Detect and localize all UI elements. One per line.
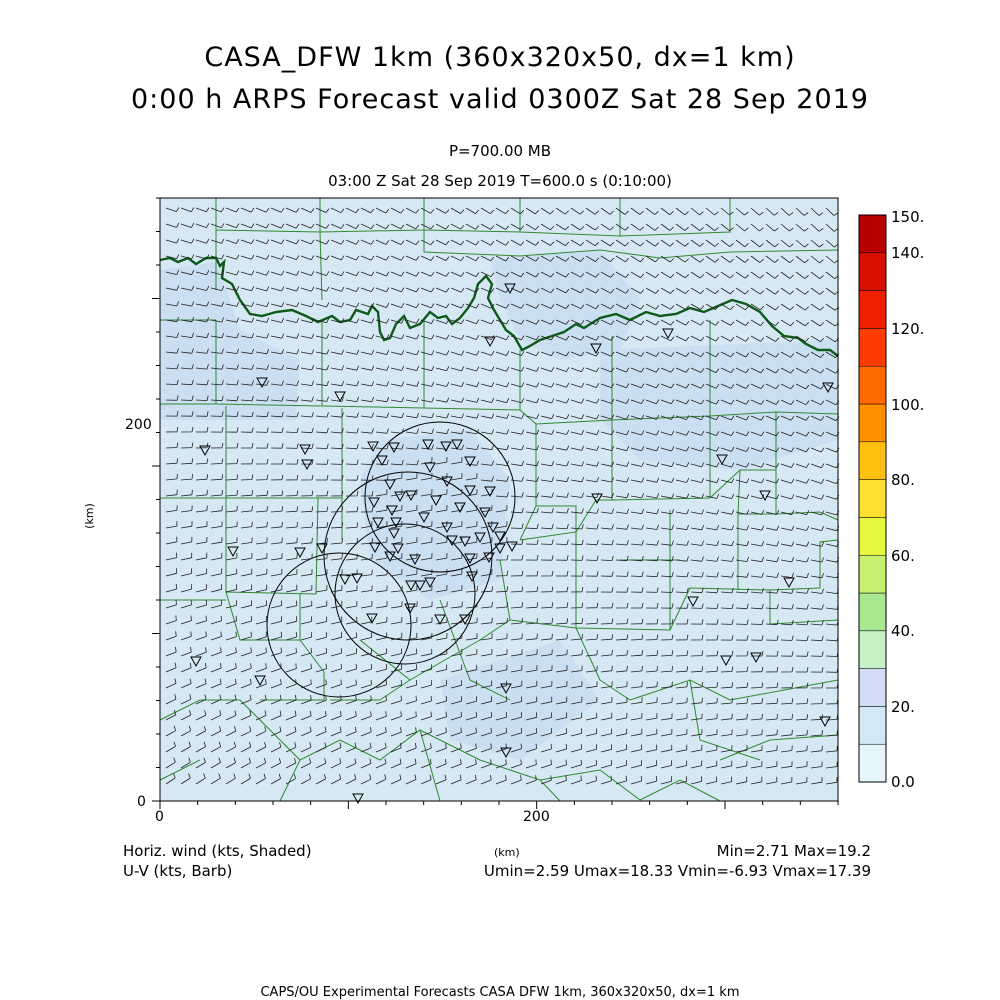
colorbar-segment (859, 480, 886, 518)
x-tick-label-200: 200 (523, 809, 550, 825)
colorbar-segment (859, 593, 886, 631)
colorbar-segment (859, 631, 886, 669)
legend-barb-label: U-V (kts, Barb) (123, 862, 233, 880)
colorbar-segment (859, 253, 886, 291)
colorbar-label: 80. (891, 471, 915, 489)
colorbar-segment (859, 744, 886, 782)
pressure-level-label: P=700.00 MB (448, 142, 552, 160)
footer-text: CAPS/OU Experimental Forecasts CASA DFW 1km, 360x320x50, dx=1 km (260, 985, 740, 1000)
colorbar-label: 100. (891, 396, 925, 414)
colorbar-segment (859, 328, 886, 366)
colorbar-segment (859, 669, 886, 707)
uv-range-label: Umin=2.59 Umax=18.33 Vmin=-6.93 Vmax=17.39 (483, 862, 871, 880)
colorbar-labels (891, 208, 924, 791)
y-axis-label: (km) (83, 503, 96, 529)
colorbar-segment (859, 366, 886, 404)
colorbar-label: 140. (891, 244, 925, 262)
colorbar (859, 215, 886, 782)
y-tick-label-0: 0 (137, 794, 146, 810)
title-line-2: 0:00 h ARPS Forecast valid 0300Z Sat 28 Sep 2019 (131, 84, 869, 115)
colorbar-label: 150. (891, 208, 925, 226)
colorbar-label: 40. (891, 622, 915, 640)
colorbar-segment (859, 291, 886, 329)
x-axis-label: (km) (494, 846, 520, 859)
colorbar-segment (859, 404, 886, 442)
colorbar-segment (859, 517, 886, 555)
min-max-label: Min=2.71 Max=19.2 (716, 842, 871, 860)
title-line-1: CASA_DFW 1km (360x320x50, dx=1 km) (204, 42, 796, 73)
colorbar-segment (859, 555, 886, 593)
colorbar-label: 20. (891, 698, 915, 716)
colorbar-label: 0.0 (891, 773, 915, 791)
colorbar-segment (859, 706, 886, 744)
valid-time-label: 03:00 Z Sat 28 Sep 2019 T=600.0 s (0:10:00) (328, 172, 672, 190)
colorbar-label: 120. (891, 320, 925, 338)
y-tick-label-200: 200 (125, 417, 152, 433)
x-tick-label-0: 0 (155, 809, 164, 825)
colorbar-segment (859, 442, 886, 480)
colorbar-segment (859, 215, 886, 253)
colorbar-label: 60. (891, 547, 915, 565)
legend-shaded-label: Horiz. wind (kts, Shaded) (123, 842, 312, 860)
